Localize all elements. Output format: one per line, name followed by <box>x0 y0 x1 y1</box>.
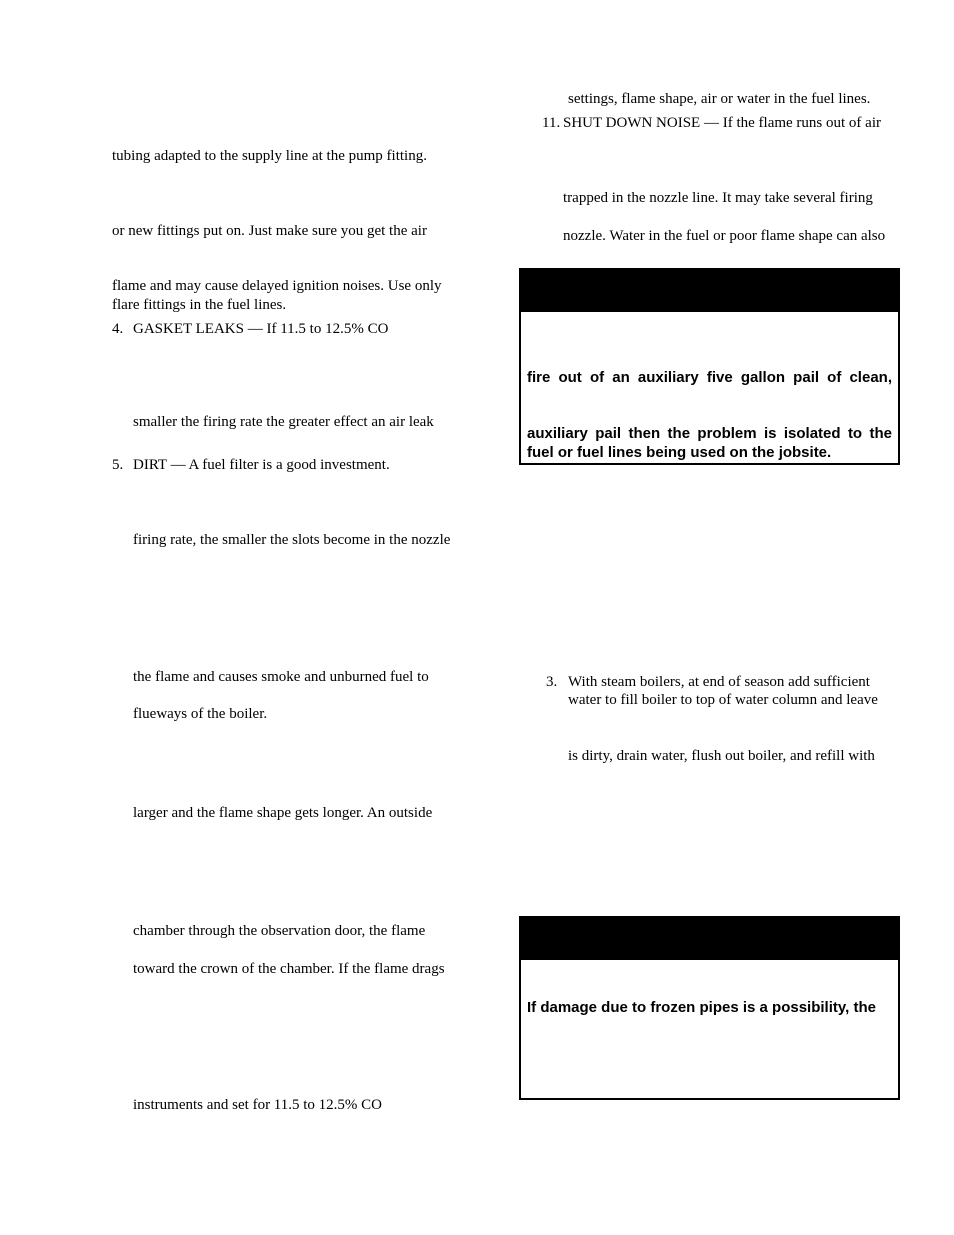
list-number: 5. <box>112 457 124 473</box>
warning-box-line: fuel or fuel lines being used on the jobsite. <box>527 444 832 461</box>
text-line: the flame and causes smoke and unburned fuel to <box>133 669 429 685</box>
caution-box-line: If damage due to frozen pipes is a possibility, the <box>527 999 876 1016</box>
text-line: instruments and set for 11.5 to 12.5% CO <box>133 1097 383 1113</box>
text-line: nozzle. Water in the fuel or poor flame shape can also <box>563 228 886 244</box>
text-line: trapped in the nozzle line. It may take several firing <box>563 190 873 206</box>
text-line: flare fittings in the fuel lines. <box>112 297 287 313</box>
text-line: tubing adapted to the supply line at the pump fitting. <box>112 148 427 164</box>
list-item-gasket-leaks: GASKET LEAKS — If 11.5 to 12.5% CO <box>133 321 389 337</box>
text-line: water to fill boiler to top of water column and leave <box>568 692 878 708</box>
text-line: settings, flame shape, air or water in the fuel lines. <box>568 91 871 107</box>
text-line: flueways of the boiler. <box>133 706 268 722</box>
list-item-dirt: DIRT — A fuel filter is a good investment. <box>133 457 390 473</box>
warning-box <box>519 268 900 465</box>
text-line: smaller the firing rate the greater effect an air leak <box>133 414 434 430</box>
text-line: flame and may cause delayed ignition noises. Use only <box>112 278 442 294</box>
list-number: 11. <box>542 115 561 131</box>
text-line: chamber through the observation door, the flame <box>133 923 426 939</box>
caution-box <box>519 916 900 1100</box>
caution-box-header <box>521 918 898 960</box>
text-line: firing rate, the smaller the slots become in the nozzle <box>133 532 451 548</box>
list-item-shut-down-noise: SHUT DOWN NOISE — If the flame runs out of air <box>563 115 881 131</box>
text-line: larger and the flame shape gets longer. An outside <box>133 805 433 821</box>
list-item-steam-boilers: With steam boilers, at end of season add sufficient <box>568 674 870 690</box>
warning-box-line: auxiliary pail then the problem is isolated to the <box>527 425 892 442</box>
warning-box-line: fire out of an auxiliary five gallon pail of clean, <box>527 369 892 386</box>
list-number: 3. <box>546 674 558 690</box>
text-line: is dirty, drain water, flush out boiler, and refill with <box>568 748 875 764</box>
text-line: toward the crown of the chamber. If the flame drags <box>133 961 445 977</box>
warning-box-header <box>521 270 898 312</box>
text-line: or new fittings put on. Just make sure you get the air <box>112 223 427 239</box>
list-number: 4. <box>112 321 124 337</box>
